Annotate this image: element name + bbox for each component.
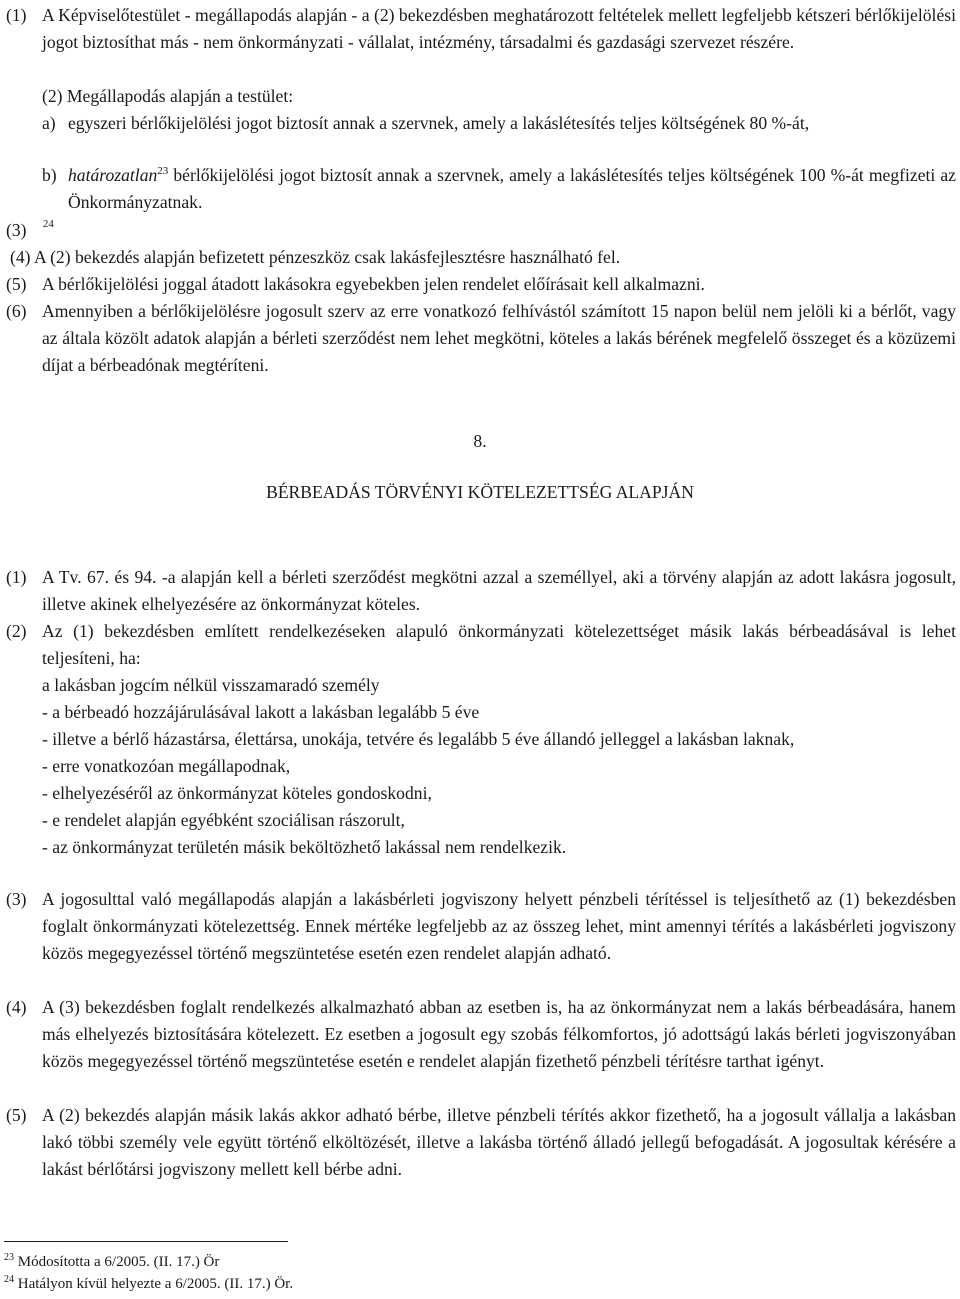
condition-line: - illetve a bérlő házastársa, élettársa, unokája, tetvére és legalább 5 éve állandó jelleggel a lakásban laknak, xyxy=(42,729,795,749)
paragraph-3 xyxy=(6,217,956,244)
section-number: 8. xyxy=(473,431,487,451)
paragraph-text: A jogosulttal való megállapodás alapján a lakásbérleti jogviszony helyett pénzbeli térítéssel is teljesíthető az (1) bekezdésben foglalt önkormányzati kötelezettség. Ennek mértéke legfeljebb az az összeg lehet, mint amennyi térítés a lakásbérleti jogviszony közös megegyezéssel történő megszüntetése esetén ezen rendelet alapján adható. xyxy=(42,889,956,963)
condition-line: a lakásban jogcím nélkül visszamaradó személy xyxy=(42,675,380,695)
paragraph-text: A Tv. 67. és 94. -a alapján kell a bérleti szerződést megkötni azzal a személlyel, aki a törvény alapján az adott lakásra jogosult, illetve akinek elhelyezésére az önkormányzat köteles. xyxy=(42,567,956,614)
section-paragraph-4 xyxy=(6,994,956,1075)
condition-line: - e rendelet alapján egyébként szociálisan rászorult, xyxy=(42,810,405,830)
paragraph-text: A bérlőkijelölési joggal átadott lakásokra egyebekben jelen rendelet előírásait kell alkalmazni. xyxy=(42,274,705,294)
subpoint-rest: bérlőkijelölési jogot biztosít annak a szervnek, amely a lakáslétesítés teljes költségének 100 %-át megfizeti az Önkormányzatnak. xyxy=(68,165,956,212)
paragraph-number: (1) xyxy=(6,5,27,25)
footnote-24 xyxy=(4,1274,293,1294)
subpoint-label: a) xyxy=(42,113,56,133)
paragraph-6 xyxy=(6,298,956,379)
footnote-ref-23: 23 xyxy=(157,165,169,177)
paragraph-text: A (3) bekezdésben foglalt rendelkezés alkalmazható abban az esetben is, ha az önkormányzat nem a lakás bérbeadására, hanem más elhelyezés biztosítására kötelezett. Ez esetben a jogosult egy szobás félkomfortos, jó adottságú lakás bérleti jogviszonyában közös megegyezéssel történő megszüntetése esetén e rendelet alapján fizethető pénzbeli térítésre tarthat igényt. xyxy=(42,997,956,1071)
section-title: BÉRBEADÁS TÖRVÉNYI KÖTELEZETTSÉG ALAPJÁN xyxy=(266,482,694,502)
subpoint-text: egyszeri bérlőkijelölési jogot biztosít annak a szervnek, amely a lakáslétesítés teljes költségének 80 %-át, xyxy=(68,113,810,133)
footnote-separator xyxy=(4,1241,288,1242)
condition-line: - elhelyezéséről az önkormányzat köteles gondoskodni, xyxy=(42,783,432,803)
section-paragraph-2 xyxy=(6,618,956,861)
footnote-number: 23 xyxy=(4,1252,14,1263)
paragraph-number: (5) xyxy=(6,1105,27,1125)
paragraph-1 xyxy=(6,2,956,56)
footnote-ref-24: 24 xyxy=(42,218,54,230)
paragraph-5 xyxy=(6,271,956,298)
footnote-text: Hatályon kívül helyezte a 6/2005. (II. 17.) Ör. xyxy=(17,1276,294,1292)
paragraph-number: (5) xyxy=(6,274,27,294)
subpoint-b xyxy=(42,162,956,216)
section-paragraph-5 xyxy=(6,1102,956,1183)
paragraph-number: (2) xyxy=(6,621,27,641)
footnote-23 xyxy=(4,1252,219,1272)
footnote-number: 24 xyxy=(4,1274,14,1285)
condition-line: - az önkormányzat területén másik beköltözhető lakással nem rendelkezik. xyxy=(42,837,567,857)
section-paragraph-3 xyxy=(6,886,956,967)
paragraph-number: (3) xyxy=(6,220,27,240)
section-paragraph-1 xyxy=(6,564,956,618)
paragraph-number: (1) xyxy=(6,567,27,587)
paragraph-number: (4) xyxy=(6,997,27,1017)
paragraph-number: (3) xyxy=(6,889,27,909)
subpoint-a xyxy=(42,110,956,137)
subpoint-label: b) xyxy=(42,165,57,185)
paragraph-text: A Képviselőtestület - megállapodás alapján - a (2) bekezdésben meghatározott feltételek mellett legfeljebb kétszeri bérlőkijelölési jogot biztosíthat más - nem önkormányzati - vállalat, intézmény, társadalmi és gazdasági szervezet részére. xyxy=(42,5,956,52)
subpoint-text xyxy=(68,162,956,216)
footnote-text: Módosította a 6/2005. (II. 17.) Ör xyxy=(17,1254,220,1270)
paragraph-4: (4) A (2) bekezdés alapján befizetett pénzeszköz csak lakásfejlesztésre használható fel. xyxy=(10,247,621,267)
condition-line: - erre vonatkozóan megállapodnak, xyxy=(42,756,291,776)
condition-line: - a bérbeadó hozzájárulásával lakott a lakásban legalább 5 éve xyxy=(42,702,480,722)
italic-term: határozatlan xyxy=(68,165,158,185)
paragraph-number: (6) xyxy=(6,301,27,321)
paragraph-2-intro: (2) Megállapodás alapján a testület: xyxy=(42,86,294,106)
paragraph-text: Amennyiben a bérlőkijelölésre jogosult szerv az erre vonatkozó felhívástól számított 15 napon belül nem jelöli ki a bérlőt, vagy az általa közölt adatok alapján a bérleti szerződést nem lehet megkötni, köteles a lakás bérének megfelelő összeget és a közüzemi díjat a bérbeadónak megtéríteni. xyxy=(42,301,956,375)
paragraph-text: Az (1) bekezdésben említett rendelkezéseken alapuló önkormányzati kötelezettséget másik lakás bérbeadásával is lehet teljesíteni, ha: xyxy=(42,621,956,668)
paragraph-text: A (2) bekezdés alapján másik lakás akkor adható bérbe, illetve pénzbeli térítés akkor fizethető, ha a jogosult vállalja a lakásban lakó többi személy vele együtt történő elköltözését, illetve a lakásba történő álladó jellegű befogadását. A jogosultak kérésére a lakást bérlőtársi jogviszony mellett kell bérbe adni. xyxy=(42,1105,956,1179)
